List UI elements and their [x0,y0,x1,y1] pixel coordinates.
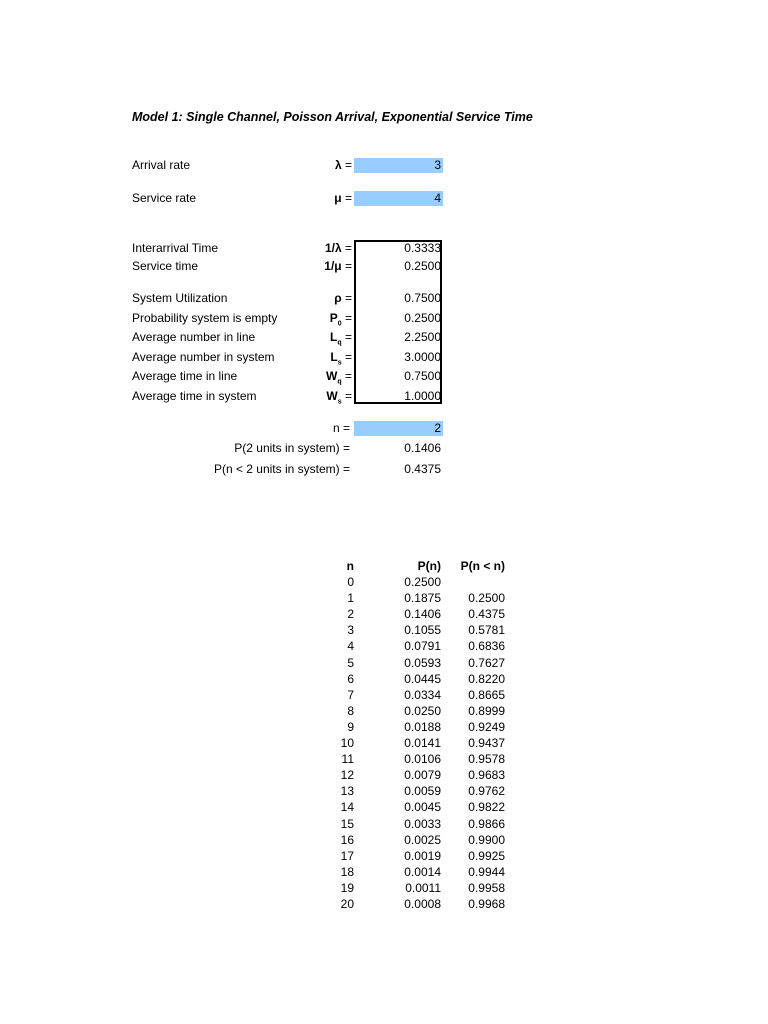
table-cell-pn: 0.0059 [404,784,441,798]
result-symbol: $W_q$ = [326,369,352,386]
table-cell-cumulative: 0.9900 [468,833,505,847]
table-cell-cumulative: 0.9925 [468,849,505,863]
table-cell-pn: 0.0106 [404,752,441,766]
table-cell-cumulative: 0.9944 [468,865,505,879]
table-cell-pn: 0.0011 [405,881,441,895]
n-input-value[interactable]: 2 [434,421,441,435]
table-cell-pn: 0.0593 [404,656,441,670]
table-cell-n: 11 [341,752,354,766]
table-cell-n: 18 [340,865,354,879]
table-cell-cumulative: 0.7627 [468,656,505,670]
table-cell-n: 3 [347,623,354,637]
table-cell-cumulative: 0.4375 [468,607,505,621]
result-label: Average number in system [132,350,275,364]
table-cell-cumulative: 0.2500 [468,591,505,605]
table-cell-n: 12 [340,768,354,782]
table-cell-n: 20 [340,897,354,911]
table-cell-cumulative: 0.8665 [468,688,505,702]
result-symbol: $L_s$ = [330,350,352,367]
result-label: Average time in line [132,369,238,383]
service-rate-value[interactable]: 4 [434,191,441,205]
result-label: Probability system is empty [132,311,278,325]
p-less-value: 0.4375 [404,462,441,476]
table-cell-pn: 0.0791 [404,639,441,653]
table-header-pn: P(n) [417,559,441,573]
p-units-value: 0.1406 [404,441,441,455]
result-symbol: $W_s$ = [326,389,352,406]
table-cell-cumulative: 0.9437 [468,736,505,750]
table-cell-n: 16 [340,833,354,847]
table-cell-cumulative: 0.9683 [468,768,505,782]
table-cell-pn: 0.0334 [404,688,441,702]
p-units-label: P(2 units in system) = [234,441,350,455]
result-label: Service time [132,259,199,273]
table-cell-n: 7 [347,688,354,702]
table-cell-n: 6 [347,672,354,686]
result-label: Average time in system [132,389,257,403]
result-label: System Utilization [132,291,228,305]
table-cell-pn: 0.1055 [404,623,441,637]
mu-symbol: μ = [334,191,352,205]
table-cell-n: 19 [340,881,354,895]
table-cell-n: 10 [340,736,354,750]
table-cell-pn: 0.0008 [404,897,441,911]
table-cell-pn: 0.0250 [404,704,441,718]
table-cell-pn: 0.0045 [404,800,441,814]
table-cell-pn: 0.0079 [404,768,441,782]
result-symbol: $P_0$ = [329,311,352,328]
table-cell-n: 17 [340,849,354,863]
table-cell-n: 0 [347,575,354,589]
arrival-rate-value[interactable]: 3 [434,158,441,172]
table-cell-cumulative: 0.9968 [468,897,505,911]
n-label: n = [332,421,350,435]
result-symbol: ρ = [334,291,352,305]
result-symbol: $L_q$ = [330,330,352,347]
p-less-label: P(n < 2 units in system) = [213,462,350,476]
table-cell-n: 4 [347,639,354,653]
result-value: 0.2500 [404,259,441,273]
result-value: 2.2500 [404,330,441,344]
table-cell-pn: 0.0033 [404,817,441,831]
result-value: 1.0000 [404,389,441,403]
result-value: 0.7500 [404,291,441,305]
table-cell-pn: 0.2500 [404,575,441,589]
table-cell-cumulative: 0.9958 [468,881,505,895]
table-cell-n: 15 [340,817,354,831]
table-cell-cumulative: 0.9249 [468,720,505,734]
table-cell-n: 9 [347,720,354,734]
table-cell-pn: 0.0445 [404,672,441,686]
table-cell-cumulative: 0.9866 [468,817,505,831]
result-label: Average number in line [132,330,256,344]
result-label: Interarrival Time [132,241,219,255]
table-cell-pn: 0.0014 [404,865,441,879]
table-cell-pn: 0.0019 [404,849,441,863]
table-cell-cumulative: 0.8999 [468,704,505,718]
result-value: 0.2500 [404,311,441,325]
table-header-n: n [346,559,354,573]
table-cell-pn: 0.0025 [404,833,441,847]
table-cell-pn: 0.0141 [404,736,441,750]
table-cell-pn: 0.1875 [404,591,441,605]
model-title: Model 1: Single Channel, Poisson Arrival, Exponential Service Time [132,110,533,124]
result-value: 0.7500 [404,369,441,383]
result-symbol: 1/λ = [324,241,352,255]
table-cell-n: 13 [340,784,354,798]
lambda-symbol: λ = [334,158,352,172]
table-cell-cumulative: 0.9762 [468,784,505,798]
table-cell-n: 8 [347,704,354,718]
table-cell-cumulative: 0.6836 [468,639,505,653]
table-cell-n: 5 [347,656,354,670]
table-cell-cumulative: 0.8220 [468,672,505,686]
table-cell-cumulative: 0.5781 [468,623,505,637]
table-cell-n: 14 [340,800,354,814]
table-cell-n: 1 [347,591,354,605]
result-value: 0.3333 [404,241,441,255]
table-cell-cumulative: 0.9578 [468,752,505,766]
table-cell-n: 2 [347,607,354,621]
table-cell-pn: 0.0188 [404,720,441,734]
table-cell-cumulative: 0.9822 [468,800,505,814]
service-rate-label: Service rate [132,191,197,205]
result-value: 3.0000 [404,350,441,364]
table-header-cumulative: P(n < n) [460,559,505,573]
result-symbol: 1/μ = [324,259,352,273]
table-cell-pn: 0.1406 [404,607,441,621]
arrival-rate-label: Arrival rate [132,158,191,172]
